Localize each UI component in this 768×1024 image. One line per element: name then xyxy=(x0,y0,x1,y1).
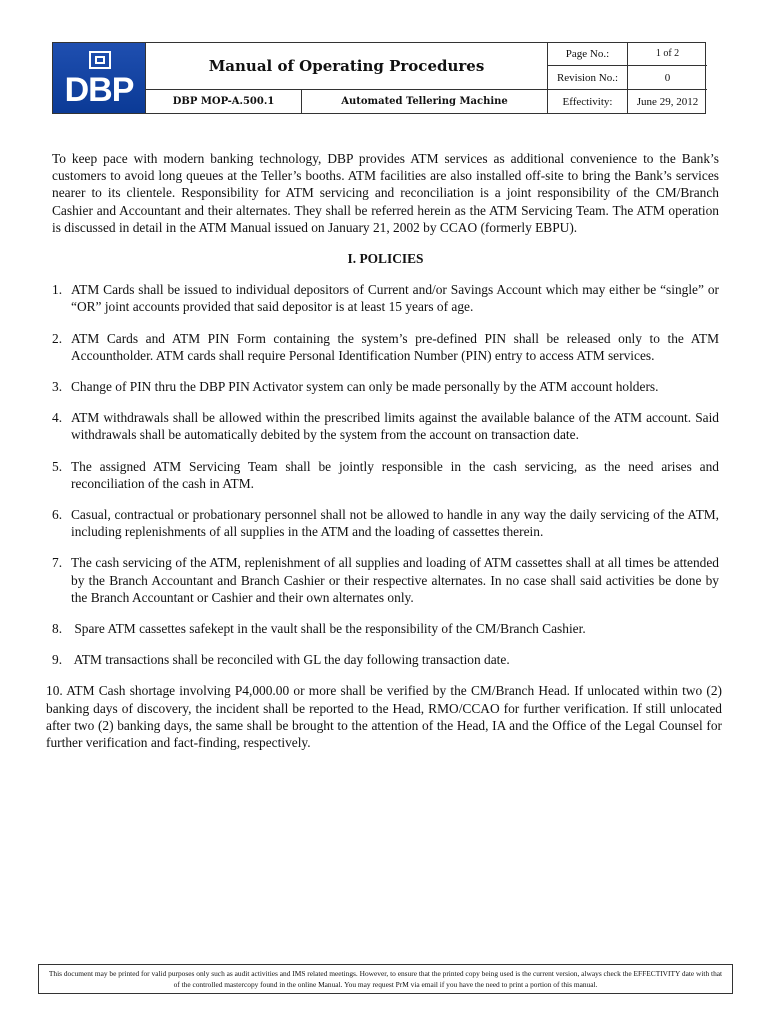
revision-label: Revision No.: xyxy=(556,71,619,84)
policy-item: 3. Change of PIN thru the DBP PIN Activator system can only be made personally by the ATM account holders. xyxy=(52,379,659,395)
dbp-logo xyxy=(53,43,145,113)
policy-item: 9. ATM transactions shall be reconciled with GL the day following transaction date. xyxy=(52,652,510,668)
logo-text: DBP xyxy=(64,71,134,109)
doc-code: DBP MOP-A.500.1 xyxy=(172,95,275,107)
document-header xyxy=(52,42,706,114)
revision-value: 0 xyxy=(664,71,671,84)
print-disclaimer-footer: This document may be printed for valid purposes only such as audit activities and IMS related meetings. However, to ensure that the printed copy being used is the current version, always check the EFFECTIVITY date with that of the controlled mastercopy found in the online Manual. You may request PrM via email if you have the need to print a portion of this manual. xyxy=(38,964,733,994)
document-body xyxy=(46,150,722,765)
policy-item: 6. Casual, contractual or probationary personnel shall not be allowed to handle in any way the daily servicing of the ATM, including replenishments of all supplies in the ATM and the loading of cassettes therein. xyxy=(52,507,719,540)
page-label: Page No.: xyxy=(565,48,610,60)
policy-item: 8. Spare ATM cassettes safekept in the vault shall be the responsibility of the CM/Branch Cashier. xyxy=(52,621,586,637)
effectivity-value: June 29, 2012 xyxy=(636,95,699,108)
policy-item: 2. ATM Cards and ATM PIN Form containing the system’s pre-defined PIN shall be released only to the ATM Accountholder. ATM cards shall require Personal Identification Number (PIN) entry to access ATM services. xyxy=(52,330,719,363)
policy-item: 5. The assigned ATM Servicing Team shall be jointly responsible in the cash servicing, as the need arises and reconciliation of the cash in ATM. xyxy=(52,458,719,491)
intro-paragraph: To keep pace with modern banking technology, DBP provides ATM services as additional convenience to the Bank’s customers to avoid long queues at the Teller’s booths. ATM facilities are also installed off-site to bring the Bank’s services nearer to its clientele. Responsibility for ATM servicing and reconciliation is a joint responsibility of the CM/Branch Cashier and Accountant and their alternates. They shall be referred herein as the ATM Servicing Team. The ATM operation is discussed in detail in the ATM Manual issued on January 21, 2002 by CCAO (formerly EBPU). xyxy=(52,151,719,235)
manual-title: Manual of Operating Procedures xyxy=(208,57,485,75)
policy-item: 4. ATM withdrawals shall be allowed within the prescribed limits against the available balance of the ATM account. Said withdrawals shall be automatically debited by the system from the account on transaction date. xyxy=(52,410,719,443)
policy-item: 7. The cash servicing of the ATM, replenishment of all supplies and loading of ATM cassettes shall at all times be attended by the Branch Accountant and Branch Cashier or their respective alternates. In no case shall said activities be done by the Branch Accountant or Cashier and their own alternates only. xyxy=(52,555,719,605)
dbp-emblem-icon xyxy=(89,51,111,69)
policy-item: 1. ATM Cards shall be issued to individual depositors of Current and/or Savings Account which may either be “single” or “OR” joint accounts provided that said depositor is at least 15 years of age. xyxy=(52,282,719,315)
effectivity-label: Effectivity: xyxy=(562,95,613,108)
doc-subject: Automated Tellering Machine xyxy=(341,95,508,107)
page-value: 1 of 2 xyxy=(655,48,680,59)
policy-item-10: 10. ATM Cash shortage involving P4,000.00 or more shall be verified by the CM/Branch Head. If unlocated within two (2) banking days of discovery, the incident shall be reported to the Head, RMO/CCAO for further verification. If still unlocated after two (2) banking days, the same shall be brought to the attention of the Head, IA and the Office of the Legal Counsel for further verification and fact-finding, respectively. xyxy=(46,683,722,751)
section-title-policies: I. POLICIES xyxy=(347,251,424,267)
